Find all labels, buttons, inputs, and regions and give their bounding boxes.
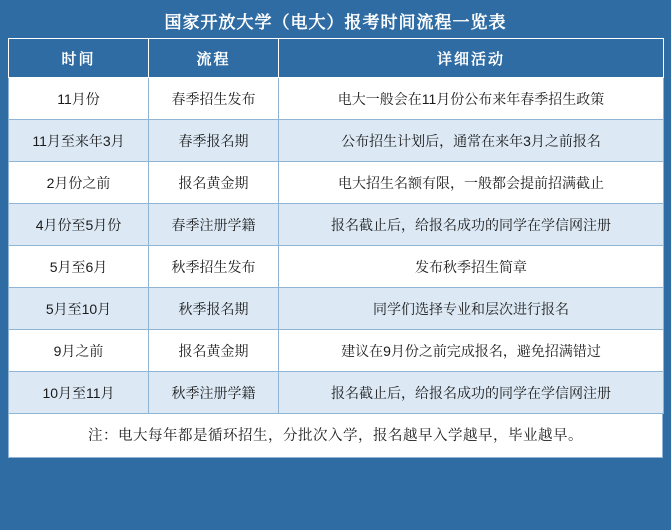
cell-detail: 公布招生计划后，通常在来年3月之前报名 bbox=[279, 120, 664, 162]
table-row bbox=[9, 372, 664, 414]
cell-process: 报名黄金期 bbox=[149, 162, 279, 204]
column-header-time: 时间 bbox=[9, 39, 149, 78]
cell-time: 5月至10月 bbox=[9, 288, 149, 330]
cell-detail: 电大招生名额有限，一般都会提前招满截止 bbox=[279, 162, 664, 204]
table-row bbox=[9, 288, 664, 330]
table-row bbox=[9, 330, 664, 372]
cell-detail: 报名截止后，给报名成功的同学在学信网注册 bbox=[279, 204, 664, 246]
cell-process: 秋季招生发布 bbox=[149, 246, 279, 288]
cell-time: 2月份之前 bbox=[9, 162, 149, 204]
table-header-row bbox=[9, 39, 664, 78]
cell-detail: 建议在9月份之前完成报名，避免招满错过 bbox=[279, 330, 664, 372]
cell-process: 春季招生发布 bbox=[149, 78, 279, 120]
cell-time: 11月至来年3月 bbox=[9, 120, 149, 162]
cell-time: 5月至6月 bbox=[9, 246, 149, 288]
cell-detail: 发布秋季招生简章 bbox=[279, 246, 664, 288]
cell-process: 秋季报名期 bbox=[149, 288, 279, 330]
schedule-table bbox=[8, 38, 664, 414]
cell-time: 11月份 bbox=[9, 78, 149, 120]
cell-time: 9月之前 bbox=[9, 330, 149, 372]
cell-process: 春季报名期 bbox=[149, 120, 279, 162]
cell-time: 4月份至5月份 bbox=[9, 204, 149, 246]
table-row bbox=[9, 246, 664, 288]
table-row bbox=[9, 162, 664, 204]
table-row bbox=[9, 204, 664, 246]
cell-process: 春季注册学籍 bbox=[149, 204, 279, 246]
table-row bbox=[9, 78, 664, 120]
footnote: 注：电大每年都是循环招生，分批次入学，报名越早入学越早，毕业越早。 bbox=[8, 414, 663, 458]
column-header-process: 流程 bbox=[149, 39, 279, 78]
page-title: 国家开放大学（电大）报考时间流程一览表 bbox=[164, 13, 507, 32]
cell-process: 秋季注册学籍 bbox=[149, 372, 279, 414]
cell-detail: 报名截止后，给报名成功的同学在学信网注册 bbox=[279, 372, 664, 414]
table-row bbox=[9, 120, 664, 162]
cell-detail: 电大一般会在11月份公布来年春季招生政策 bbox=[279, 78, 664, 120]
column-header-detail: 详细活动 bbox=[279, 39, 664, 78]
cell-detail: 同学们选择专业和层次进行报名 bbox=[279, 288, 664, 330]
cell-process: 报名黄金期 bbox=[149, 330, 279, 372]
cell-time: 10月至11月 bbox=[9, 372, 149, 414]
